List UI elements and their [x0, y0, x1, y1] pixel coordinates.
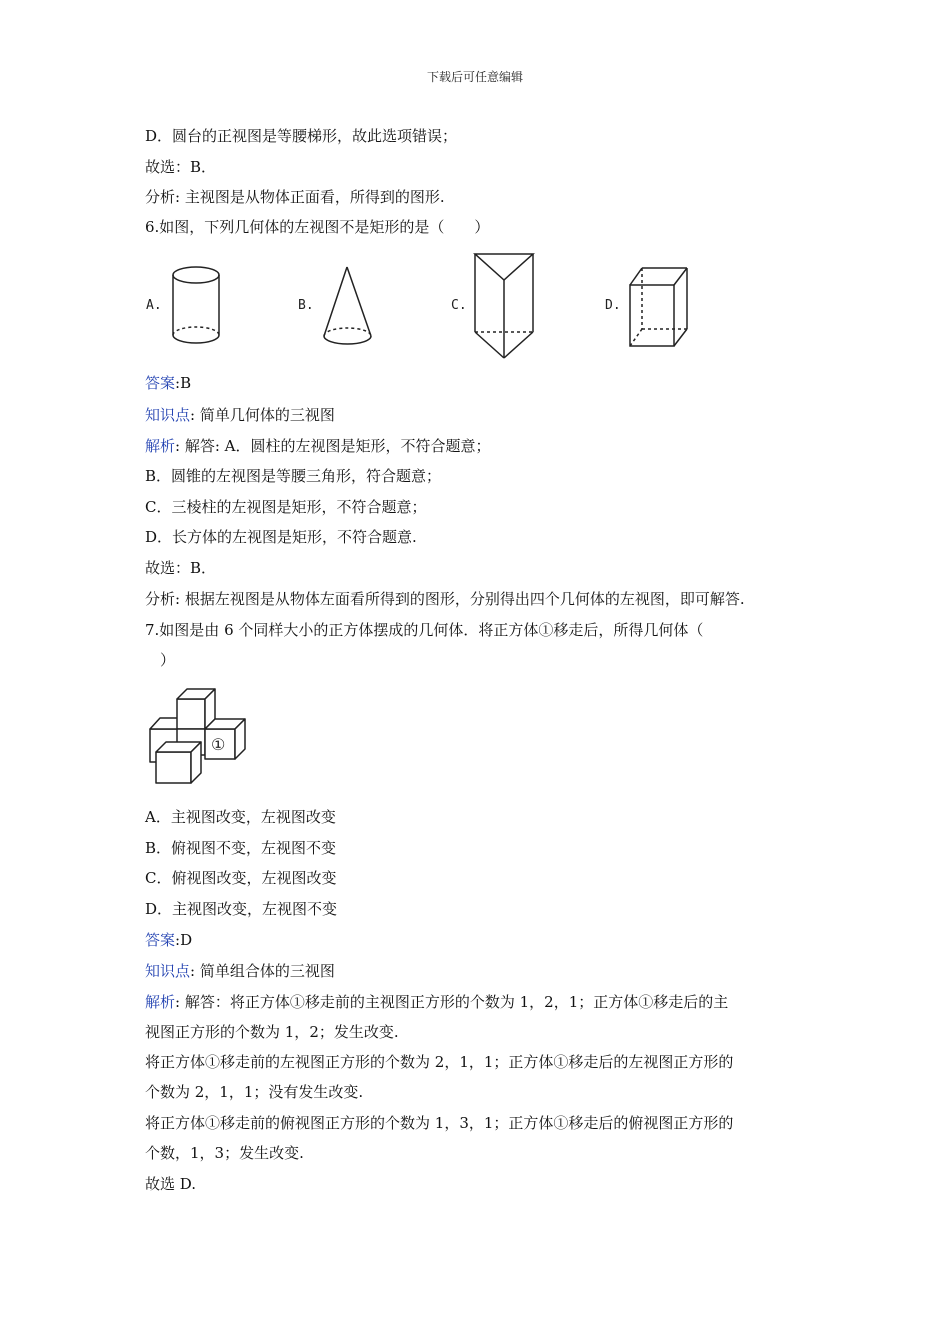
q6-solids-figure	[140, 250, 700, 365]
knowledge-value: : 简单组合体的三视图	[190, 962, 335, 980]
q6-question: 6.如图，下列几何体的左视图不是矩形的是（ ）	[145, 218, 490, 236]
cube-1-label: ①	[211, 735, 226, 754]
q7-explain-2: 视图正方形的个数为 1，2；发生改变.	[145, 1023, 399, 1041]
answer-label: 答案	[145, 931, 176, 949]
q6-analysis: 分析: 根据左视图是从物体左面看所得到的图形，分别得出四个几何体的左视图，即可解答.	[145, 590, 745, 608]
page-header: 下载后可任意编辑	[426, 70, 523, 84]
q6-explain	[145, 436, 491, 456]
q6-explain-c: C．三棱柱的左视图是矩形，不符合题意；	[145, 498, 427, 516]
answer-label: 答案	[145, 374, 176, 392]
q6-explain-d: D．长方体的左视图是矩形，不符合题意.	[145, 528, 417, 546]
explain-label: 解析	[145, 993, 176, 1011]
q7-choice: 故选 D.	[145, 1175, 197, 1193]
q7-question-cont: ）	[160, 651, 176, 669]
q6-choice: 故选：B．	[145, 559, 217, 577]
explain-value: : 解答: A．圆柱的左视图是矩形，不符合题意；	[175, 437, 491, 455]
q7-explain	[145, 992, 728, 1012]
fig-label-c: C.	[451, 298, 467, 313]
q7-answer	[145, 930, 192, 950]
fig-label-a: A.	[146, 298, 162, 313]
q6-explain-b: B．圆锥的左视图是等腰三角形，符合题意；	[145, 467, 442, 485]
q7-explain-4: 个数为 2，1，1；没有发生改变.	[145, 1083, 364, 1101]
cylinder-shape	[173, 267, 219, 343]
triangular-prism-shape	[475, 254, 533, 358]
q5-analysis: 分析: 主视图是从物体正面看，所得到的图形.	[145, 188, 445, 206]
q7-option-a: A．主视图改变，左视图改变	[145, 808, 336, 826]
q7-knowledge	[145, 961, 335, 981]
explain-value: : 解答：将正方体①移走前的主视图正方形的个数为 1，2，1；正方体①移走后的主	[175, 993, 729, 1011]
q7-explain-6: 个数，1，3；发生改变.	[145, 1144, 304, 1162]
q7-cubes-figure	[145, 685, 250, 790]
q7-question: 7.如图是由 6 个同样大小的正方体摆成的几何体．将正方体①移走后，所得几何体（	[145, 621, 704, 639]
q7-option-d: D．主视图改变，左视图不变	[145, 900, 338, 918]
knowledge-label: 知识点	[145, 962, 191, 980]
fig-label-d: D.	[605, 298, 621, 313]
q6-answer	[145, 373, 191, 393]
q5-option-d-text: D．圆台的正视图是等腰梯形，故此选项错误；	[145, 127, 458, 145]
answer-value: :B	[175, 374, 192, 392]
cone-shape	[324, 267, 371, 344]
knowledge-value: : 简单几何体的三视图	[190, 406, 335, 424]
fig-label-b: B.	[298, 298, 314, 313]
q7-option-c: C．俯视图改变，左视图改变	[145, 869, 337, 887]
q7-explain-5: 将正方体①移走前的俯视图正方形的个数为 1，3，1；正方体①移走后的俯视图正方形的	[145, 1114, 734, 1132]
q6-knowledge	[145, 405, 335, 425]
explain-label: 解析	[145, 437, 176, 455]
q5-choice: 故选：B．	[145, 158, 217, 176]
knowledge-label: 知识点	[145, 406, 191, 424]
answer-value: :D	[175, 931, 193, 949]
q7-explain-3: 将正方体①移走前的左视图正方形的个数为 2，1，1；正方体①移走后的左视图正方形的	[145, 1053, 734, 1071]
cuboid-shape	[630, 268, 687, 346]
q7-option-b: B．俯视图不变，左视图不变	[145, 839, 337, 857]
